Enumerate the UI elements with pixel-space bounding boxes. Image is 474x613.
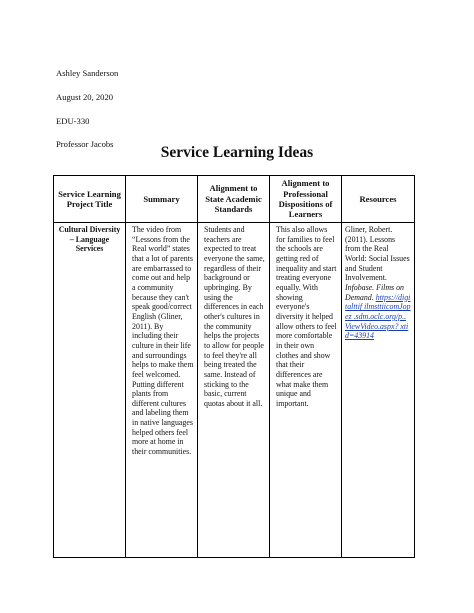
column-header-dispositions: Alignment to Professional Dispositions of Learners [270,176,342,223]
table-row [54,223,415,558]
cell-state-standards [198,223,270,558]
resource-citation: Gliner, Robert. (2011). Lessons from the Real World: Social Issues and Student Involvement. [345,225,410,283]
column-header-project-title: Service Learning Project Title [54,176,126,223]
column-header-summary: Summary [126,176,198,223]
summary-text: The video from “Lessons from the Real world” states that a lot of parents are embarrassed to come out and help a community because they can't speak good/correct English (Gliner, 2011). By including their culture in their life and surroundings helps to make them feel welcomed. Putting different plants from different cultures and labeling them in native languages helped others feel more at home in their communities. [132,225,194,457]
dispositions-text: This also allows for families to feel the schools are getting red of inequality and start treating everyone equally. With showing everyone's diversity it helped allow others to feel more comfortable in their own clothes and show that their differences are what make them unique and important. [276,225,337,408]
cell-resources [342,223,415,558]
resource-publisher: Infobase. Films on Demand. [345,282,404,302]
course-code: EDU-330 [56,116,90,126]
resource-link[interactable]: https://digitalttif ilmsttiicomJopez .sdm.oclc.org/p.. ViewVideo.aspx? xtid=43914 [345,292,411,341]
table-header-row [54,176,415,223]
column-header-state-standards: Alignment to State Academic Standards [198,176,270,223]
column-header-resources: Resources [342,176,415,223]
service-learning-table [53,175,415,558]
instructor-name: Professor Jacobs [56,139,114,149]
cell-project-title: Cultural Diversity – Language Services [54,223,126,558]
author-name: Ashley Sanderson [56,68,119,78]
cell-dispositions [270,223,342,558]
cell-summary [126,223,198,558]
page-title: Service Learning Ideas [160,144,314,161]
state-standards-text: Students and teachers are expected to treat everyone the same, regardless of their background or upbringing. By using the differences in each other's cultures in the community helps the projects to allow for people to feel they're all being treated the same. Instead of sticking to the basic, current quotas about it all. [204,225,265,408]
document-date: August 20, 2020 [56,92,114,102]
